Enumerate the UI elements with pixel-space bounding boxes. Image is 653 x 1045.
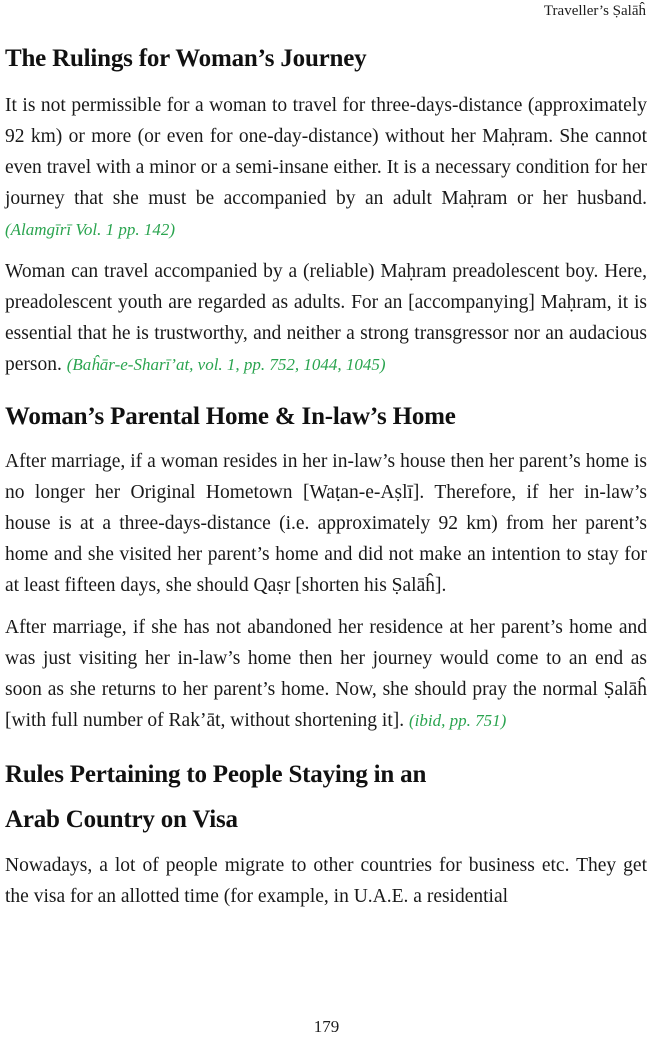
- citation-alamgiri: (Alamgīrī Vol. 1 pp. 142): [5, 220, 175, 239]
- heading-rules-visa-line-1: Rules Pertaining to People Staying in an: [5, 761, 427, 788]
- paragraph-text: Woman can travel accompanied by a (reliable) Maḥram preadolescent boy. Here, preadolescent youth are regarded as adults. For an [accompanying] Maḥram, it is essential that he is trustworthy, and neither a strong transgressor nor an audacious person.: [5, 261, 647, 375]
- paragraph-inlaws-home-qasr: [5, 446, 647, 601]
- running-header: Traveller’s Ṣalāĥ: [543, 3, 646, 19]
- paragraph-mahram-conditions: [5, 256, 647, 380]
- paragraph-text: After marriage, if she has not abandoned her residence at her parent’s home and was just visiting her in-law’s home then her journey would come to an end as soon as she returns to her parent’s home. Now, she should pray the normal Ṣalāĥ [with full number of Rak’āt, without shortening it].: [5, 617, 647, 731]
- citation-ibid: (ibid, pp. 751): [409, 711, 507, 730]
- paragraph-text: After marriage, if a woman resides in her in-law’s house then her parent’s home is no longer her Original Hometown [Waṭan-e-Aṣlī]. Therefore, if her in-law’s house is at a three-days-distance (i.e. approximately 92 km) from her parent’s home and she visited her parent’s home and did not make an intention to stay for at least fifteen days, she should Qaṣr [shorten his Ṣalāĥ].: [5, 451, 647, 596]
- paragraph-text: Nowadays, a lot of people migrate to other countries for business etc. They get the visa for an allotted time (for example, in U.A.E. a residential: [5, 855, 647, 907]
- page-number: 179: [313, 1017, 340, 1036]
- paragraph-migrate-visa: [5, 850, 647, 912]
- heading-rulings-for-womans-journey: The Rulings for Woman’s Journey: [5, 45, 367, 72]
- heading-rules-visa: [5, 760, 647, 835]
- heading-rules-visa-line-2: Arab Country on Visa: [5, 806, 238, 833]
- paragraph-woman-travel-rule: [5, 90, 647, 245]
- paragraph-parents-home-full-salah: [5, 612, 647, 736]
- heading-womans-parental-home: Woman’s Parental Home & In-law’s Home: [5, 403, 456, 430]
- paragraph-text: It is not permissible for a woman to travel for three-days-distance (approximately 92 km) or more (or even for one-day-distance) without her Maḥram. She cannot even travel with a minor or a semi-insane either. It is a necessary condition for her journey that she must be accompanied by an adult Maḥram or her husband.: [5, 95, 647, 209]
- citation-bahar-e-shariat: (Baĥār-e-Sharī’at, vol. 1, pp. 752, 1044, 1045): [66, 355, 386, 374]
